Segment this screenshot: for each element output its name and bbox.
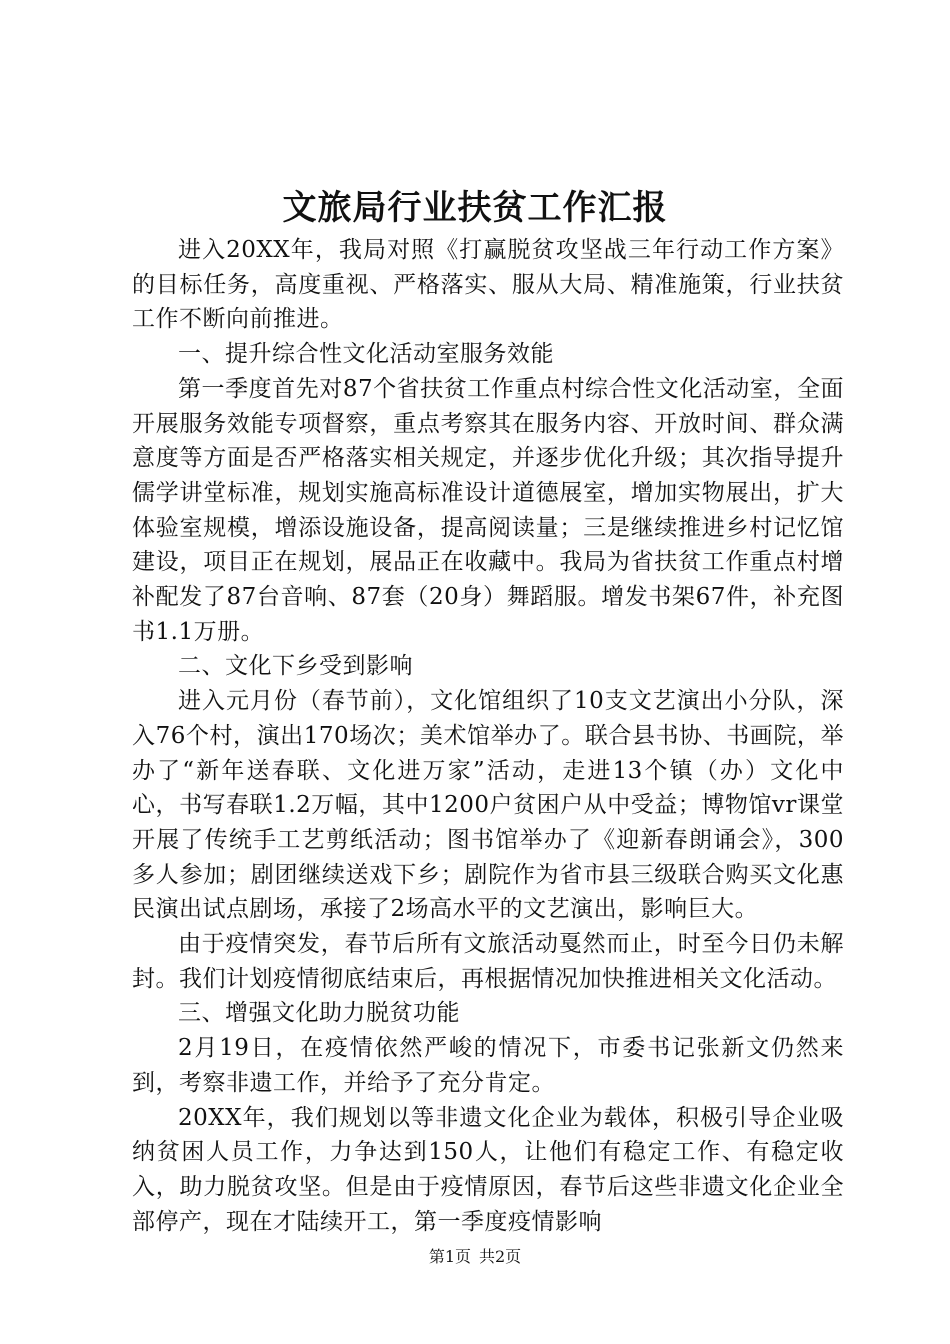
page-number: 第1页: [428, 1247, 471, 1266]
paragraph-intro: 进入20XX年，我局对照《打赢脱贫攻坚战三年行动工作方案》的目标任务，高度重视、严格落实、服从大局、精准施策，行业扶贫工作不断向前推进。: [132, 237, 844, 333]
document-body: [132, 233, 844, 1239]
page-total: 共2页: [479, 1247, 522, 1266]
page-footer: [0, 1246, 950, 1268]
section-heading-1: 一、提升综合性文化活动室服务效能: [178, 341, 554, 368]
paragraph-section-2: 进入元月份（春节前），文化馆组织了10支文艺演出小分队，深入76个村，演出170场次；美术馆举办了。联合县书协、书画院，举办了“新年送春联、文化进万家”活动，走进13个镇（办）文化中心，书写春联1.2万幅，其中1200户贫困户从中受益；博物馆vr课堂开展了传统手工艺剪纸活动；图书馆举办了《迎新春朗诵会》，300多人参加；剧团继续送戏下乡；剧院作为省市县三级联合购买文化惠民演出试点剧场，承接了2场高水平的文艺演出，影响巨大。: [132, 688, 844, 923]
paragraph-section-3b: 20XX年，我们规划以等非遗文化企业为载体，积极引导企业吸纳贫困人员工作，力争达到150人，让他们有稳定工作、有稳定收入，助力脱贫攻坚。但是由于疫情原因，春节后这些非遗文化企业全部停产，现在才陆续开工，第一季度疫情影响: [132, 1104, 844, 1235]
document-title: 文旅局行业扶贫工作汇报: [282, 188, 668, 228]
paragraph-section-1: 第一季度首先对87个省扶贫工作重点村综合性文化活动室，全面开展服务效能专项督察，重点考察其在服务内容、开放时间、群众满意度等方面是否严格落实相关规定，并逐步优化升级；其次指导提升儒学讲堂标准，规划实施高标准设计道德展室，增加实物展出，扩大体验室规模，增添设施设备，提高阅读量；三是继续推进乡村记忆馆建设，项目正在规划，展品正在收藏中。我局为省扶贫工作重点村增补配发了87台音响、87套（20身）舞蹈服。增发书架67件，补充图书1.1万册。: [132, 375, 844, 645]
paragraph-epidemic: 由于疫情突发，春节后所有文旅活动戛然而止，时至今日仍未解封。我们计划疫情彻底结束后，再根据情况加快推进相关文化活动。: [132, 931, 844, 992]
section-heading-2: 二、文化下乡受到影响: [178, 653, 413, 680]
section-heading-3: 三、增强文化助力脱贫功能: [178, 1000, 460, 1027]
paragraph-section-3a: 2月19日，在疫情依然严峻的情况下，市委书记张新文仍然来到，考察非遗工作，并给予了充分肯定。: [132, 1035, 844, 1096]
